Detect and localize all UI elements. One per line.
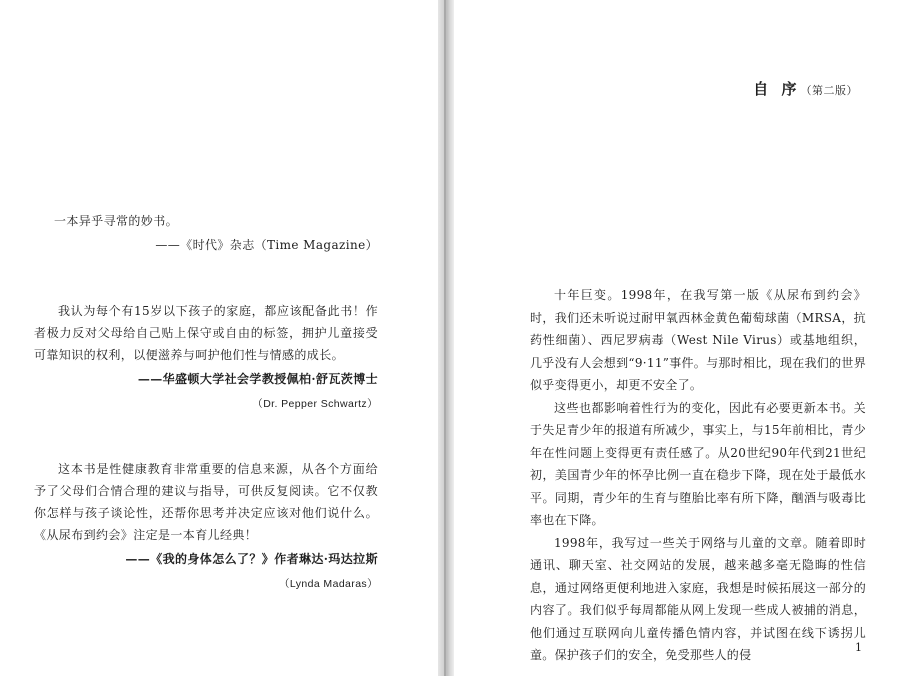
endorsement-text: 我认为每个有15岁以下孩子的家庭，都应该配备此书！作者极力反对父母给自己贴上保守或自由的标签，拥护儿童接受可靠知识的权利，以便滋养与呵护他们性与情感的成长。 xyxy=(34,304,378,362)
preface-body xyxy=(530,284,866,667)
endorsement-text: 这本书是性健康教育非常重要的信息来源，从各个方面给予了父母们合情合理的建议与指导，可供反复阅读。它不仅教你怎样与孩子谈论性，还帮你思考并决定应该对他们说什么。《从尿布到约会》注定是一本育儿经典！ xyxy=(34,462,378,542)
endorsement-attribution-english: （Dr. Pepper Schwartz） xyxy=(252,398,378,410)
left-page xyxy=(0,0,438,676)
endorsement-attribution: ——《我的身体怎么了？》作者琳达·玛达拉斯 xyxy=(125,552,378,566)
book-spine-line xyxy=(444,0,446,676)
endorsement-attribution: ——华盛顿大学社会学教授佩柏·舒瓦茨博士 xyxy=(137,372,378,386)
preface-paragraph: 十年巨变。1998年，在我写第一版《从尿布到约会》时，我们还未听说过耐甲氧西林金黄色葡萄球菌（MRSA，抗药性细菌）、西尼罗病毒（West Nile Virus）或基地组织，几乎没有人会想到“9·11”事件。与那时相比，现在我们的世界似乎变得更小，却更不安全了。 xyxy=(530,288,866,392)
endorsement-text: 一本异乎寻常的妙书。 xyxy=(54,214,179,228)
preface-edition: （第二版） xyxy=(800,84,858,97)
endorsement-attribution-english: （Lynda Madaras） xyxy=(279,578,378,590)
endorsement-pepper-schwartz xyxy=(34,300,378,414)
book-gutter xyxy=(438,0,454,676)
page-number: 1 xyxy=(855,641,862,654)
endorsement-attribution: ——《时代》杂志（Time Magazine） xyxy=(155,238,378,252)
preface-paragraph: 1998年，我写过一些关于网络与儿童的文章。随着即时通讯、聊天室、社交网站的发展，越来越多毫无隐晦的性信息，通过网络更便利地进入家庭，我想是时候拓展这一部分的内容了。我们似乎每周都能从网上发现一些成人被捕的消息，他们通过互联网向儿童传播色情内容，并试图在线下诱拐儿童。保护孩子们的安全，免受那些人的侵 xyxy=(530,535,866,662)
endorsement-lynda-madaras xyxy=(34,458,378,594)
preface-title-text: 自 序 xyxy=(753,80,801,98)
preface-title xyxy=(753,78,858,99)
preface-paragraph: 这些也都影响着性行为的变化，因此有必要更新本书。关于失足青少年的报道有所减少，事实上，与15年前相比，青少年在性问题上变得更有责任感了。从20世纪90年代到21世纪初，美国青少年的怀孕比例一直在稳步下降，现在处于最低水平。同期，青少年的生育与堕胎比率有所下降，酗酒与吸毒比率也在下降。 xyxy=(530,400,866,527)
endorsement-time-magazine xyxy=(34,210,378,256)
right-page xyxy=(454,0,900,676)
